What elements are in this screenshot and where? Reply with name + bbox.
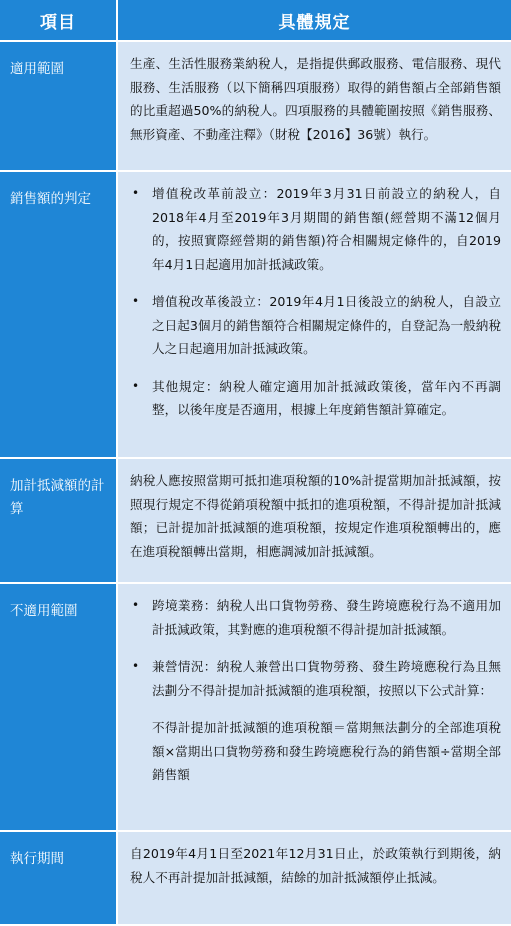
row-label-calculation: 加計抵減額的計算 (0, 459, 118, 584)
list-item (130, 290, 501, 361)
list-item-text: 增值稅改革後設立：2019年4月1日後設立的納稅人，自設立之日起3個月的銷售額符合相關規定條件的，自登記為一般納稅人之日起適用加計抵減政策。 (152, 294, 501, 356)
list-item-text: 其他規定：納稅人確定適用加計抵減政策後，當年內不再調整，以後年度是否適用，根據上年度銷售額計算確定。 (152, 378, 501, 417)
row-label-scope: 適用範圍 (0, 42, 118, 172)
list-item (130, 182, 501, 276)
row-content-exclusions (118, 584, 511, 832)
header-item: 項目 (0, 0, 118, 42)
row-content-sales-determination (118, 172, 511, 459)
list-item (130, 375, 501, 422)
row-content-calculation: 納稅人應按照當期可抵扣進項稅額的10%計提當期加計抵減額，按照現行規定不得從銷項稅額中抵扣的進項稅額，不得計提加計抵減額；已計提加計抵減額的進項稅額，按規定作進項稅額轉出的，應在進項稅額轉出當期，相應調減加計抵減額。 (118, 459, 511, 584)
bullet-dot-icon: • (132, 598, 140, 612)
bullet-dot-icon: • (132, 294, 140, 308)
row-label-period: 執行期間 (0, 832, 118, 926)
list-item-text: 增值稅改革前設立：2019年3月31日前設立的納稅人，自2018年4月至2019年3月期間的銷售額(經營期不滿12個月的，按照實際經營期的銷售額)符合相關規定條件的，自2019年4月1日起適用加計抵減政策。 (152, 186, 501, 272)
row-label-sales-determination: 銷售額的判定 (0, 172, 118, 459)
row-content-scope: 生產、生活性服務業納稅人，是指提供郵政服務、電信服務、現代服務、生活服務（以下簡稱四項服務）取得的銷售額占全部銷售額的比重超過50%的納稅人。四項服務的具體範圍按照《銷售服務、無形資產、不動產注釋》（財稅【2016】36號）執行。 (118, 42, 511, 172)
row-label-exclusions: 不適用範圍 (0, 584, 118, 832)
row-content-period: 自2019年4月1日至2021年12月31日止，於政策執行到期後，納稅人不再計提加計抵減額，結餘的加計抵減額停止抵減。 (118, 832, 511, 926)
list-item-text: 兼營情況：納稅人兼營出口貨物勞務、發生跨境應稅行為且無法劃分不得計提加計抵減額的進項稅額，按照以下公式計算： (152, 659, 501, 698)
bullet-dot-icon: • (132, 659, 140, 673)
bullet-list (130, 182, 501, 422)
bullet-dot-icon: • (132, 186, 140, 200)
list-item (130, 655, 501, 702)
bullet-dot-icon: • (132, 378, 140, 393)
list-item (130, 594, 501, 641)
list-item-text: 跨境業務：納稅人出口貨物勞務、發生跨境應稅行為不適用加計抵減政策，其對應的進項稅額不得計提加計抵減額。 (152, 598, 501, 637)
header-rule: 具體規定 (118, 0, 511, 42)
bullet-list (130, 594, 501, 702)
formula-text: 不得計提加計抵減額的進項稅額＝當期無法劃分的全部進項稅額×當期出口貨物勞務和發生跨境應稅行為的銷售額÷當期全部銷售額 (152, 720, 501, 782)
